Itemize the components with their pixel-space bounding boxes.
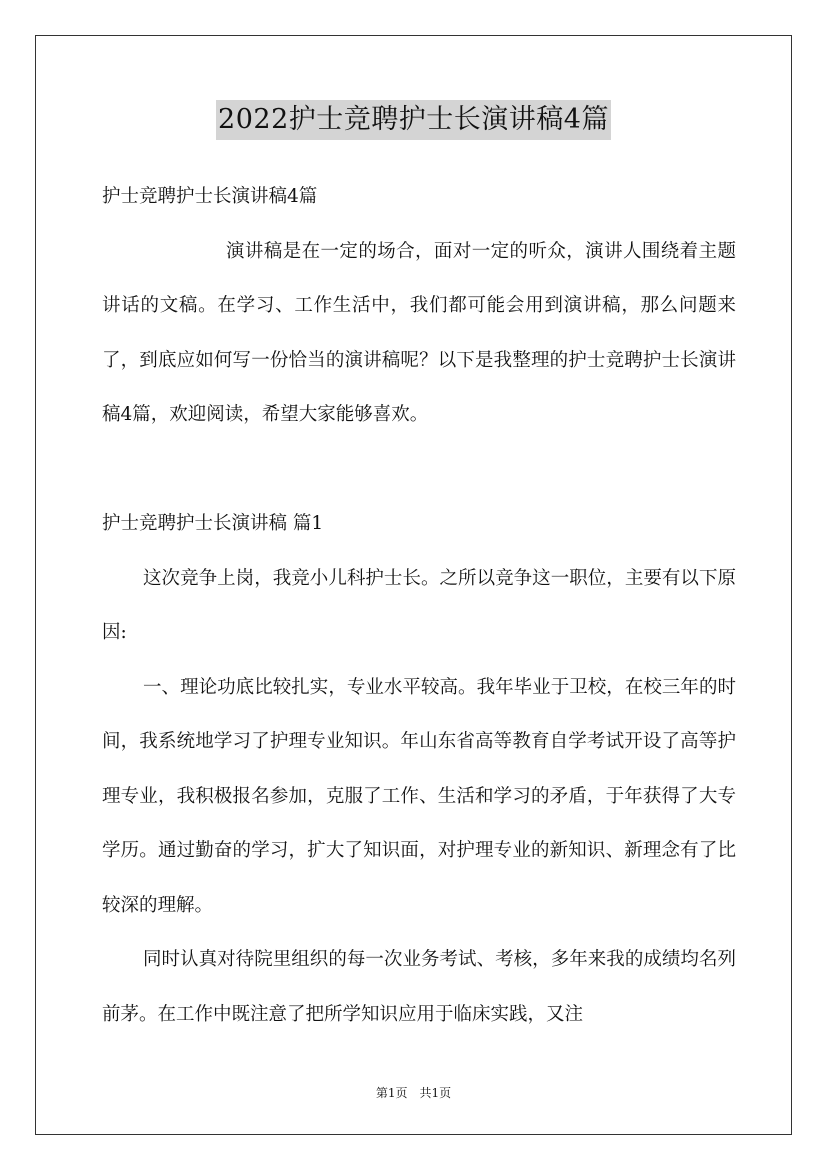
document-title: 2022护士竞聘护士长演讲稿4篇: [216, 100, 611, 140]
document-subtitle: 护士竞聘护士长演讲稿4篇: [102, 186, 318, 207]
document-body: [102, 170, 736, 1042]
intro-paragraph: 演讲稿是在一定的场合，面对一定的听众，演讲人围绕着主题讲话的文稿。在学习、工作生活中，我们都可能会用到演讲稿，那么问题来了，到底应如何写一份恰当的演讲稿呢？以下是我整理的护士竞聘护士长演讲稿4篇，欢迎阅读，希望大家能够喜欢。: [102, 240, 736, 425]
body-paragraph: 一、理论功底比较扎实，专业水平较高。我年毕业于卫校，在校三年的时间，我系统地学习了护理专业知识。年山东省高等教育自学考试开设了高等护理专业，我积极报名参加，克服了工作、生活和学习的矛盾，于年获得了大专学历。通过勤奋的学习，扩大了知识面，对护理专业的新知识、新理念有了比较深的理解。: [102, 676, 736, 916]
title-wrap: [0, 100, 827, 140]
section-heading: 护士竞聘护士长演讲稿 篇1: [102, 513, 324, 534]
page-footer: 第1页 共1页: [375, 1086, 452, 1100]
body-paragraph: 同时认真对待院里组织的每一次业务考试、考核，多年来我的成绩均名列前茅。在工作中既注意了把所学知识应用于临床实践，又注: [102, 949, 736, 1025]
spacer: [102, 443, 736, 498]
body-paragraph: 这次竞争上岗，我竞小儿科护士长。之所以竞争这一职位，主要有以下原因:: [102, 567, 736, 643]
